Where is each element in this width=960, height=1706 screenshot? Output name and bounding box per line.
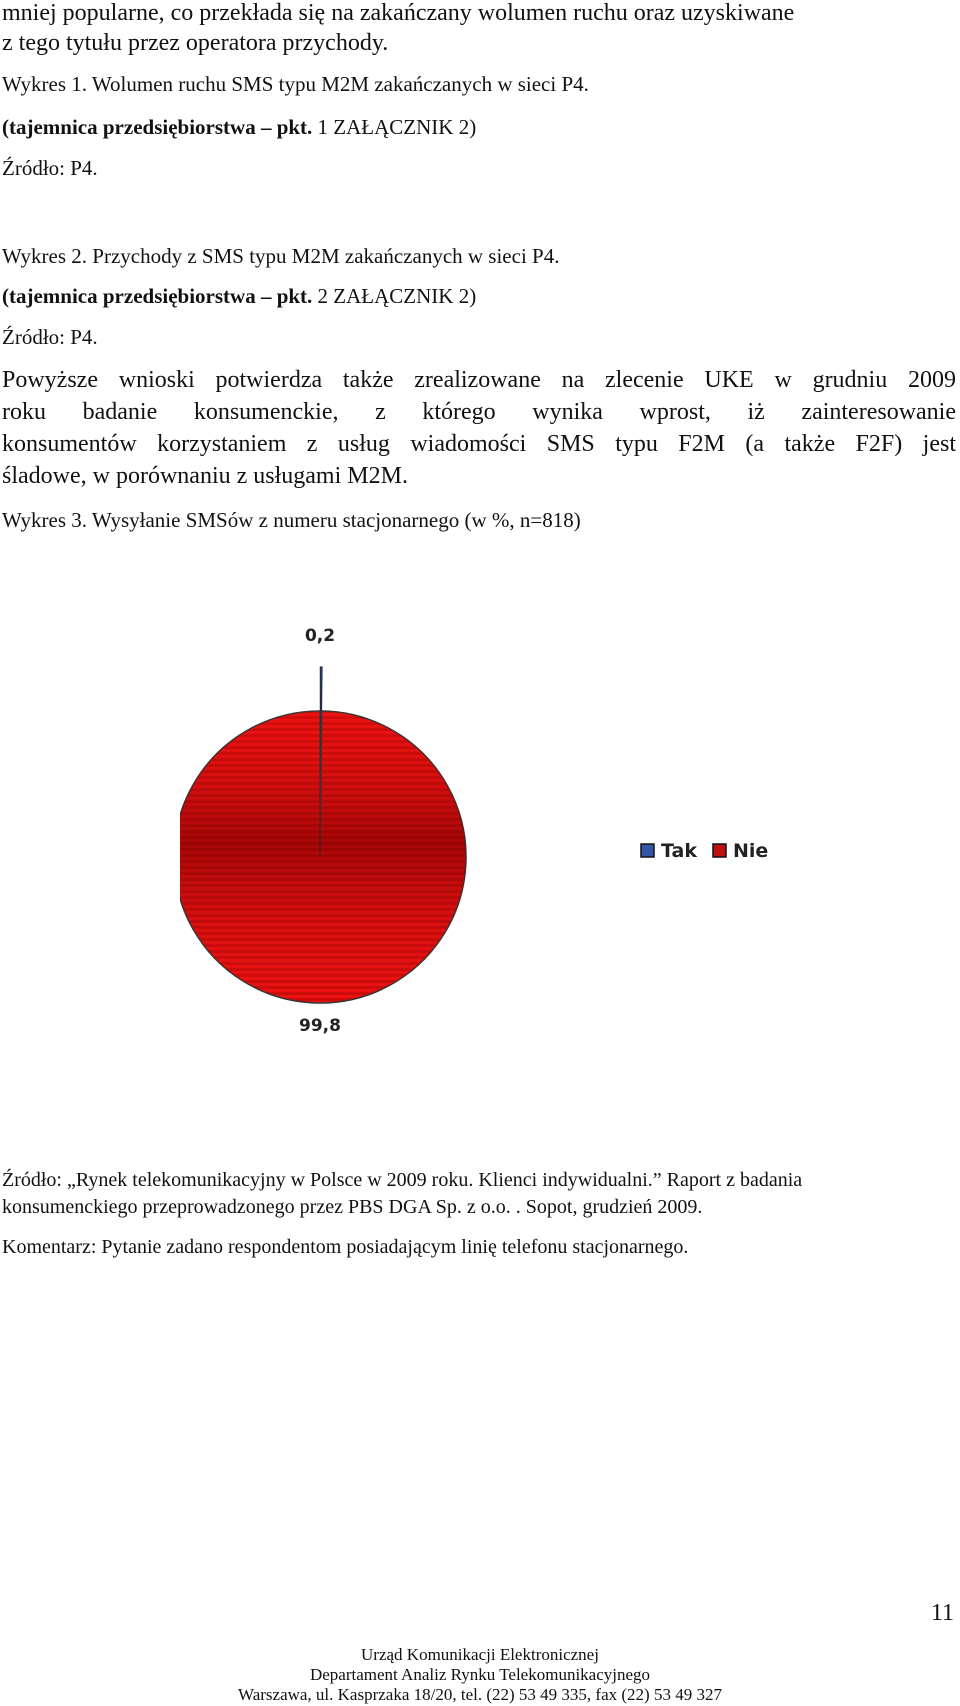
legend-label-tak: Tak — [661, 840, 697, 862]
legend-swatch-nie — [713, 844, 726, 857]
footer-line-2: Departament Analiz Rynku Telekomunikacyjnego — [309, 1665, 651, 1684]
wykres2-source: Źródło: P4. — [2, 325, 98, 349]
wykres2-secret-note — [2, 284, 476, 308]
footer-line-3: Warszawa, ul. Kasprzaka 18/20, tel. (22) 53 49 335, fax (22) 53 49 327 — [238, 1685, 722, 1704]
paragraph-line-2: roku badanie konsumenckie, z którego wynika wprost, iż zainteresowanie — [2, 399, 956, 425]
source-line-2: konsumenckiego przeprowadzonego przez PBS DGA Sp. z o.o. . Sopot, grudzień 2009. — [2, 1196, 703, 1218]
wykres1-secret-bold: (tajemnica przedsiębiorstwa – pkt. — [2, 115, 313, 139]
wykres2-secret-rest: 2 ZAŁĄCZNIK 2) — [312, 284, 477, 308]
intro-line-2: z tego tytułu przez operatora przychody. — [2, 30, 389, 56]
comment: Komentarz: Pytanie zadano respondentom posiadającym linię telefonu stacjonarnego. — [2, 1236, 689, 1258]
pie-slices-group — [180, 667, 466, 1003]
page-number: 11 — [930, 1600, 954, 1626]
data-label-nie: 99,8 — [299, 1016, 341, 1036]
paragraph-line-3: konsumentów korzystaniem z usług wiadomości SMS typu F2M (a także F2F) jest — [2, 431, 956, 457]
wykres1-secret-rest: 1 ZAŁĄCZNIK 2) — [312, 115, 477, 139]
footer-line-1: Urząd Komunikacji Elektronicznej — [361, 1645, 599, 1664]
legend-swatch-tak — [641, 844, 654, 857]
paragraph-line-1: Powyższe wnioski potwierdza także zrealizowane na zlecenie UKE w grudniu 2009 — [2, 367, 956, 393]
wykres2-caption: Wykres 2. Przychody z SMS typu M2M zakańczanych w sieci P4. — [2, 244, 560, 268]
wykres2-secret-bold: (tajemnica przedsiębiorstwa – pkt. — [2, 284, 313, 308]
wykres1-source: Źródło: P4. — [2, 156, 98, 180]
wykres1-caption: Wykres 1. Wolumen ruchu SMS typu M2M zakańczanych w sieci P4. — [2, 72, 589, 96]
body-paragraph — [2, 364, 956, 492]
legend-label-nie: Nie — [733, 840, 769, 862]
intro-line-1: mniej popularne, co przekłada się na zakańczany wolumen ruchu oraz uzyskiwane — [2, 0, 795, 26]
pie-slice-nie-shading — [180, 711, 466, 1003]
source-line-1: Źródło: „Rynek telekomunikacyjny w Polsce w 2009 roku. Klienci indywidualni.” Raport z badania — [2, 1169, 803, 1191]
wykres1-secret-note — [2, 115, 476, 139]
data-label-tak: 0,2 — [304, 626, 336, 646]
pie-chart — [180, 605, 900, 1055]
wykres3-caption: Wykres 3. Wysyłanie SMSów z numeru stacjonarnego (w %, n=818) — [2, 508, 581, 532]
legend — [641, 840, 768, 862]
paragraph-line-4: śladowe, w porównaniu z usługami M2M. — [2, 463, 408, 489]
